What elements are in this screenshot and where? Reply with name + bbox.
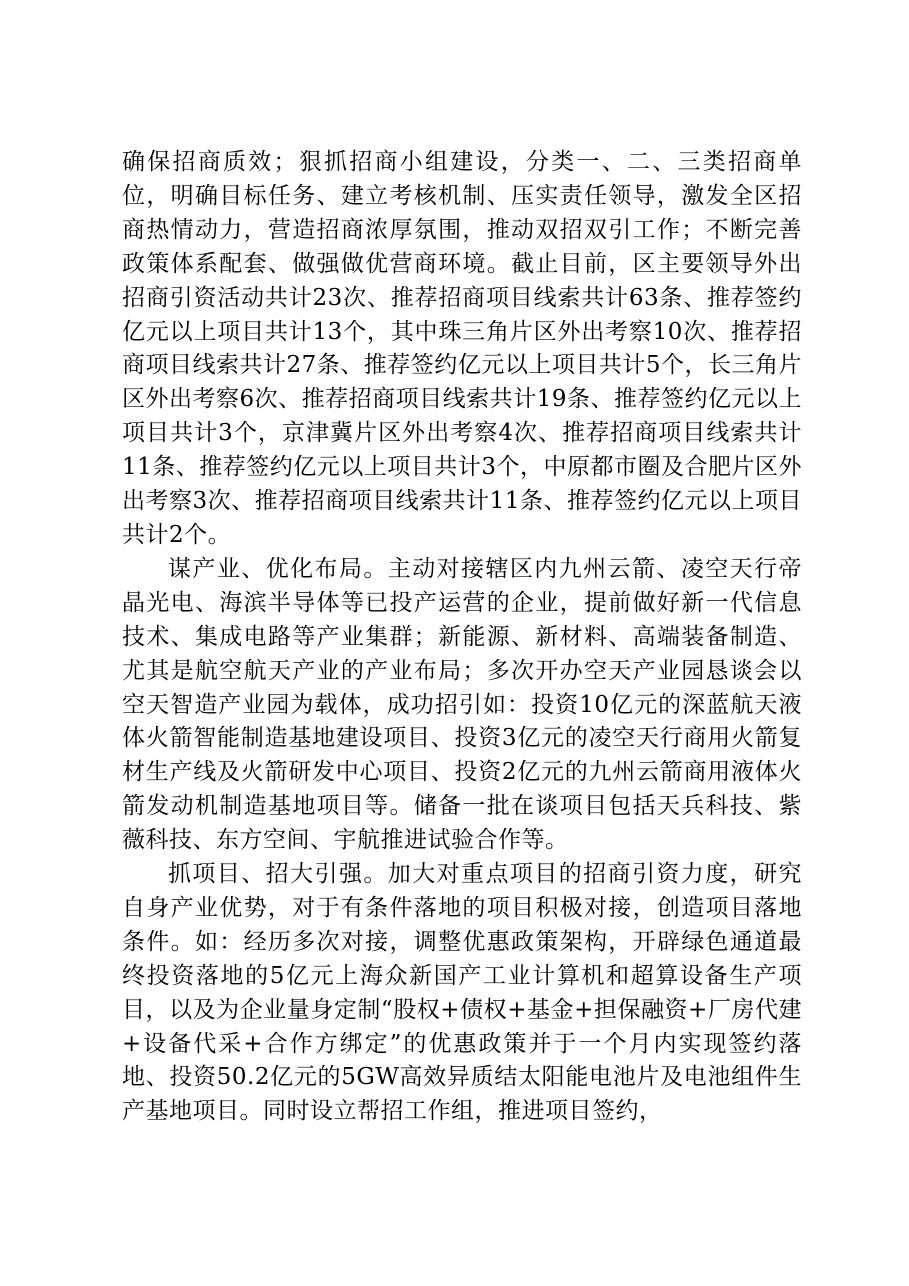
paragraph-3: 抓项目、招大引强。加大对重点项目的招商引资力度，研究自身产业优势，对于有条件落地的项目积极对接，创造项目落地条件。如：经历多次对接，调整优惠政策架构，开辟绿色通道最终投资落地的5亿元上海众新国产工业计算机和超算设备生产项目，以及为企业量身定制“股权+债权+基金+担保融资+厂房代建+设备代采+合作方绑定”的优惠政策并于一个月内实现签约落地、投资50.2亿元的5GW高效异质结太阳能电池片及电池组件生产基地项目。同时设立帮招工作组，推进项目签约，: [122, 861, 802, 1125]
paragraph-1: 确保招商质效；狠抓招商小组建设，分类一、二、三类招商单位，明确目标任务、建立考核机制、压实责任领导，激发全区招商热情动力，营造招商浓厚氛围，推动双招双引工作；不断完善政策体系配套、做强做优营商环境。截止目前，区主要领导外出招商引资活动共计23次、推荐招商项目线索共计63条、推荐签约亿元以上项目共计13个，其中珠三角片区外出考察10次、推荐招商项目线索共计27条、推荐签约亿元以上项目共计5个，长三角片区外出考察6次、推荐招商项目线索共计19条、推荐签约亿元以上项目共计3个，京津冀片区外出考察4次、推荐招商项目线索共计11条、推荐签约亿元以上项目共计3个，中原都市圈及合肥片区外出考察3次、推荐招商项目线索共计11条、推荐签约亿元以上项目共计2个。: [122, 149, 802, 548]
paragraph-2: 谋产业、优化布局。主动对接辖区内九州云箭、凌空天行帝晶光电、海滨半导体等已投产运营的企业，提前做好新一代信息技术、集成电路等产业集群；新能源、新材料、高端装备制造、尤其是航空航天产业的产业布局；多次开办空天产业园恳谈会以空天智造产业园为载体，成功招引如：投资10亿元的深蓝航天液体火箭智能制造基地建设项目、投资3亿元的凌空天行商用火箭复材生产线及火箭研发中心项目、投资2亿元的九州云箭商用液体火箭发动机制造基地项目等。储备一批在谈项目包括天兵科技、紫薇科技、东方空间、宇航推进试验合作等。: [122, 555, 802, 854]
document-page: [122, 146, 802, 1129]
